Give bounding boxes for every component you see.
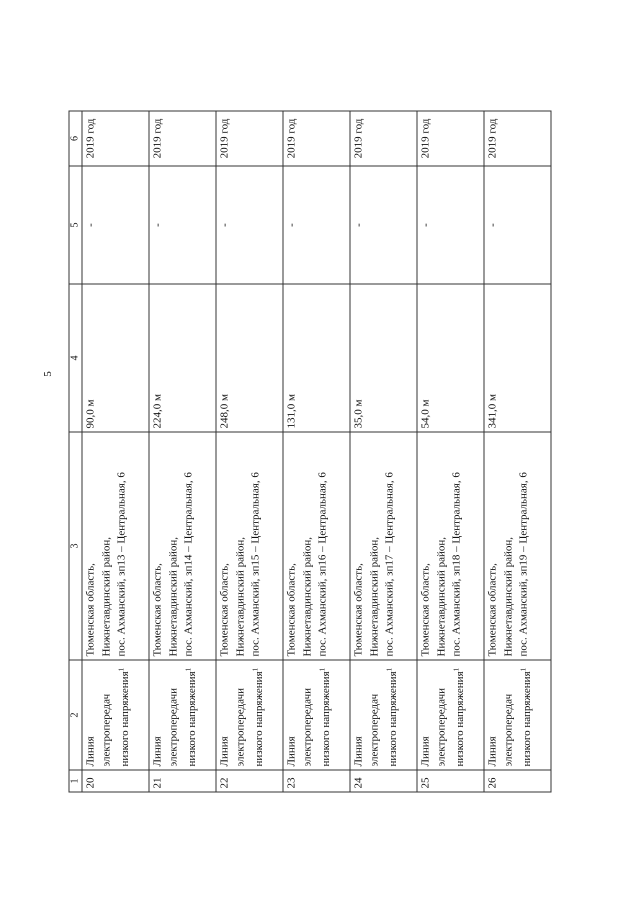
- table-row: [417, 111, 484, 792]
- object-name-text: Линия электропередач низкого напряжения: [486, 671, 534, 767]
- row-number: [283, 770, 350, 792]
- table-header-row: [69, 111, 82, 792]
- object-name-text: Линия электропередачи низкого напряжения: [218, 671, 266, 767]
- object-year: 2019 год: [216, 111, 283, 166]
- column-5-value: -: [417, 166, 484, 284]
- object-year: 2019 год: [417, 111, 484, 166]
- address-line-2: Нижнетавдинский район,: [301, 537, 313, 657]
- footnote-mark: 1: [251, 667, 260, 672]
- row-number-text: 22: [218, 777, 231, 789]
- address-line-3: пос. Ахманский, зп16 – Центральная, 6: [316, 472, 329, 657]
- object-name-text: Линия электропередачи низкого напряжения: [151, 671, 199, 767]
- header-cell: 5: [69, 166, 82, 284]
- address-line-2: Нижнетавдинский район,: [502, 537, 514, 657]
- object-year: 2019 год: [82, 111, 149, 166]
- row-number: [82, 770, 149, 792]
- address-line-2: Нижнетавдинский район,: [167, 537, 179, 657]
- address-line-2: Нижнетавдинский район,: [100, 537, 112, 657]
- row-number: [350, 770, 417, 792]
- address-line-1: Тюменская область,: [285, 563, 298, 657]
- header-cell: 6: [69, 111, 82, 166]
- address-line-3: пос. Ахманский, зп17 – Центральная, 6: [383, 472, 396, 657]
- column-5-value: -: [149, 166, 216, 284]
- object-length: 341,0 м: [484, 284, 551, 432]
- address-line-1: Тюменская область,: [352, 563, 365, 657]
- object-address: [417, 432, 484, 660]
- footnote-mark: 1: [318, 667, 327, 672]
- column-5-value: -: [350, 166, 417, 284]
- address-line-2: Нижнетавдинский район,: [368, 537, 380, 657]
- row-number-text: 25: [419, 777, 432, 789]
- address-line-3: пос. Ахманский, зп15 – Центральная, 6: [249, 472, 262, 657]
- row-number: [149, 770, 216, 792]
- address-line-3: пос. Ахманский, зп19 – Центральная, 6: [517, 472, 530, 657]
- object-address: [484, 432, 551, 660]
- footnote-mark: 1: [519, 667, 528, 672]
- object-name: [82, 660, 149, 770]
- object-address: [149, 432, 216, 660]
- object-year: 2019 год: [149, 111, 216, 166]
- object-year: 2019 год: [283, 111, 350, 166]
- table-row: [216, 111, 283, 792]
- object-name: [417, 660, 484, 770]
- header-cell: 4: [69, 284, 82, 432]
- page-number: 5: [41, 371, 54, 377]
- column-5-value: -: [283, 166, 350, 284]
- table-row: [149, 111, 216, 792]
- footnote-mark: 1: [385, 667, 394, 672]
- object-name: [283, 660, 350, 770]
- address-line-1: Тюменская область,: [486, 563, 499, 657]
- object-year: 2019 год: [350, 111, 417, 166]
- object-address: [350, 432, 417, 660]
- column-5-value: -: [216, 166, 283, 284]
- object-length: 35,0 м: [350, 284, 417, 432]
- address-line-1: Тюменская область,: [84, 563, 97, 657]
- row-number: [484, 770, 551, 792]
- address-line-2: Нижнетавдинский район,: [435, 537, 447, 657]
- object-name: [350, 660, 417, 770]
- footnote-mark: 1: [452, 667, 461, 672]
- table-row: [350, 111, 417, 792]
- header-cell: 3: [69, 432, 82, 660]
- object-length: 224,0 м: [149, 284, 216, 432]
- footnote-mark: 1: [117, 667, 126, 672]
- address-line-3: пос. Ахманский, зп13 – Центральная, 6: [115, 472, 128, 657]
- row-number-text: 23: [285, 777, 298, 789]
- object-year: 2019 год: [484, 111, 551, 166]
- row-number-text: 20: [84, 777, 97, 789]
- table-row: [82, 111, 149, 792]
- object-name-text: Линия электропередач низкого напряжения: [352, 671, 400, 767]
- object-length: 54,0 м: [417, 284, 484, 432]
- object-address: [283, 432, 350, 660]
- address-line-1: Тюменская область,: [419, 563, 432, 657]
- objects-table: [69, 111, 552, 793]
- header-cell: 1: [69, 770, 82, 792]
- document-table-container: [69, 112, 573, 793]
- address-line-1: Тюменская область,: [151, 563, 164, 657]
- address-line-1: Тюменская область,: [218, 563, 231, 657]
- object-length: 90,0 м: [82, 284, 149, 432]
- table-row: [283, 111, 350, 792]
- footnote-mark: 1: [184, 667, 193, 672]
- object-name: [216, 660, 283, 770]
- address-line-3: пос. Ахманский, зп14 – Центральная, 6: [182, 472, 195, 657]
- address-line-2: Нижнетавдинский район,: [234, 537, 246, 657]
- column-5-value: -: [82, 166, 149, 284]
- object-address: [82, 432, 149, 660]
- row-number: [216, 770, 283, 792]
- column-5-value: -: [484, 166, 551, 284]
- address-line-3: пос. Ахманский, зп18 – Центральная, 6: [450, 472, 463, 657]
- row-number-text: 26: [486, 777, 499, 789]
- row-number: [417, 770, 484, 792]
- row-number-text: 21: [151, 777, 164, 789]
- row-number-text: 24: [352, 777, 365, 789]
- header-cell: 2: [69, 660, 82, 770]
- object-name: [484, 660, 551, 770]
- table-body: [82, 111, 551, 792]
- object-length: 131,0 м: [283, 284, 350, 432]
- object-name-text: Линия электропередачи низкого напряжения: [419, 671, 467, 767]
- table-row: [484, 111, 551, 792]
- object-name-text: Линия электропередач низкого напряжения: [84, 671, 132, 767]
- object-address: [216, 432, 283, 660]
- object-name-text: Линия электропередачи низкого напряжения: [285, 671, 333, 767]
- object-length: 248,0 м: [216, 284, 283, 432]
- object-name: [149, 660, 216, 770]
